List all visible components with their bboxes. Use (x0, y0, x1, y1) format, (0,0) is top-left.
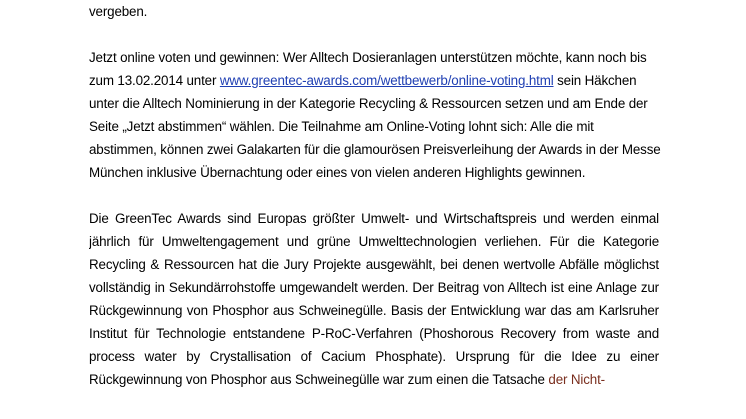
paragraph-gap (89, 23, 659, 46)
document-page (89, 0, 659, 391)
text-fragment: zum 13.02.2014 unter (89, 73, 220, 88)
text-line: process water by Crystallisation of Cacium Phosphate). Ursprung für die Idee zu einer (89, 349, 659, 364)
text-line: Seite „Jetzt abstimmen“ wählen. Die Teilnahme am Online-Voting lohnt sich: Alle die mit (89, 119, 594, 134)
text-line: München inklusive Übernachtung oder eines von vielen anderen Highlights gewinnen. (89, 165, 586, 180)
paragraph-greentec-awards (89, 207, 659, 391)
text-fragment: Rückgewinnung von Phosphor aus Schweinegülle war zum einen die Tatsache (89, 372, 549, 387)
text-line (89, 368, 659, 391)
text-line: Recycling & Ressourcen hat die Jury Projekte ausgewählt, bei denen wertvolle Abfälle möglichst (89, 257, 659, 272)
highlighted-text: der Nicht- (548, 372, 605, 387)
text-line: Institut für Technologie entstandene P-RoC-Verfahren (Phoshorous Recovery from waste and (89, 326, 659, 341)
text-fragment: sein Häkchen (553, 73, 637, 88)
text-line: vollständig in Sekundärrohstoffe umgewandelt werden. Der Beitrag von Alltech ist eine Anlage zur (89, 280, 659, 295)
text-line: Rückgewinnung von Phosphor aus Schweinegülle. Basis der Entwicklung war das am Karlsruher (89, 303, 659, 318)
text-line (89, 69, 659, 92)
text-line: Die GreenTec Awards sind Europas größter Umwelt- und Wirtschaftspreis und werden einmal (89, 211, 659, 226)
paragraph-online-voting (89, 46, 659, 184)
text-line: abstimmen, können zwei Galakarten für die glamourösen Preisverleihung der Awards in der Messe (89, 142, 661, 157)
voting-link[interactable]: www.greentec-awards.com/wettbewerb/online-voting.html (219, 73, 554, 88)
text-line: jährlich für Umweltengagement und grüne Umwelttechnologien verliehen. Für die Kategorie (89, 234, 659, 249)
paragraph-gap (89, 184, 659, 207)
text-line: unter die Alltech Nominierung in der Kategorie Recycling & Ressourcen setzen und am Ende der (89, 96, 648, 111)
text-line: Jetzt online voten und gewinnen: Wer Alltech Dosieranlagen unterstützen möchte, kann noch bis (89, 50, 647, 65)
text-line: vergeben. (89, 4, 148, 19)
